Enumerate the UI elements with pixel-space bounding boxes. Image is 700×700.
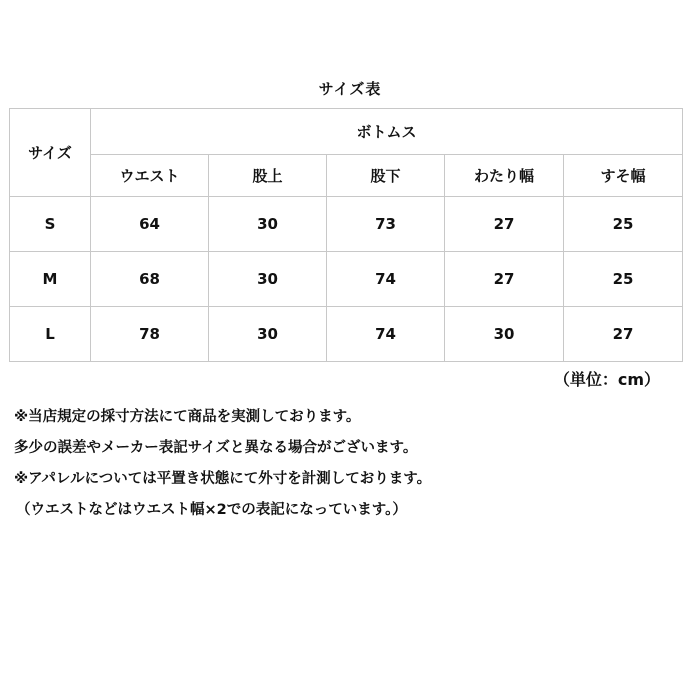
- table-cell: 74: [327, 307, 445, 362]
- table-cell: 78: [91, 307, 209, 362]
- table-row: [10, 307, 683, 362]
- size-column-header: サイズ: [10, 109, 91, 197]
- table-cell: 27: [445, 252, 564, 307]
- size-label: M: [10, 252, 91, 307]
- note-line: ※アパレルについては平置き状態にて外寸を計測しております。: [14, 471, 432, 487]
- note-line: （ウエストなどはウエスト幅×2での表記になっています。）: [16, 502, 407, 518]
- table-cell: 25: [564, 252, 683, 307]
- table-column-row: [10, 155, 683, 197]
- column-header-waist: ウエスト: [91, 155, 209, 197]
- note-line: ※当店規定の採寸方法にて商品を実測しております。: [14, 409, 361, 425]
- table-row: [10, 197, 683, 252]
- table-cell: 74: [327, 252, 445, 307]
- table-cell: 30: [209, 197, 327, 252]
- notes: [14, 402, 684, 526]
- table-cell: 30: [445, 307, 564, 362]
- page-title: サイズ表: [318, 80, 382, 98]
- table-header-row: [10, 109, 683, 155]
- column-header-thigh: わたり幅: [445, 155, 564, 197]
- size-label: S: [10, 197, 91, 252]
- table-cell: 64: [91, 197, 209, 252]
- table-cell: 25: [564, 197, 683, 252]
- table-cell: 30: [209, 252, 327, 307]
- unit-label: （単位：cm）: [553, 370, 660, 389]
- note-line: 多少の誤差やメーカー表記サイズと異なる場合がございます。: [14, 440, 418, 456]
- table-cell: 68: [91, 252, 209, 307]
- size-table: [9, 108, 683, 362]
- table-cell: 30: [209, 307, 327, 362]
- column-header-hem: すそ幅: [564, 155, 683, 197]
- table-row: [10, 252, 683, 307]
- column-header-rise: 股上: [209, 155, 327, 197]
- bottoms-group-header: ボトムス: [91, 109, 683, 155]
- table-cell: 73: [327, 197, 445, 252]
- column-header-inseam: 股下: [327, 155, 445, 197]
- size-label: L: [10, 307, 91, 362]
- table-cell: 27: [564, 307, 683, 362]
- table-cell: 27: [445, 197, 564, 252]
